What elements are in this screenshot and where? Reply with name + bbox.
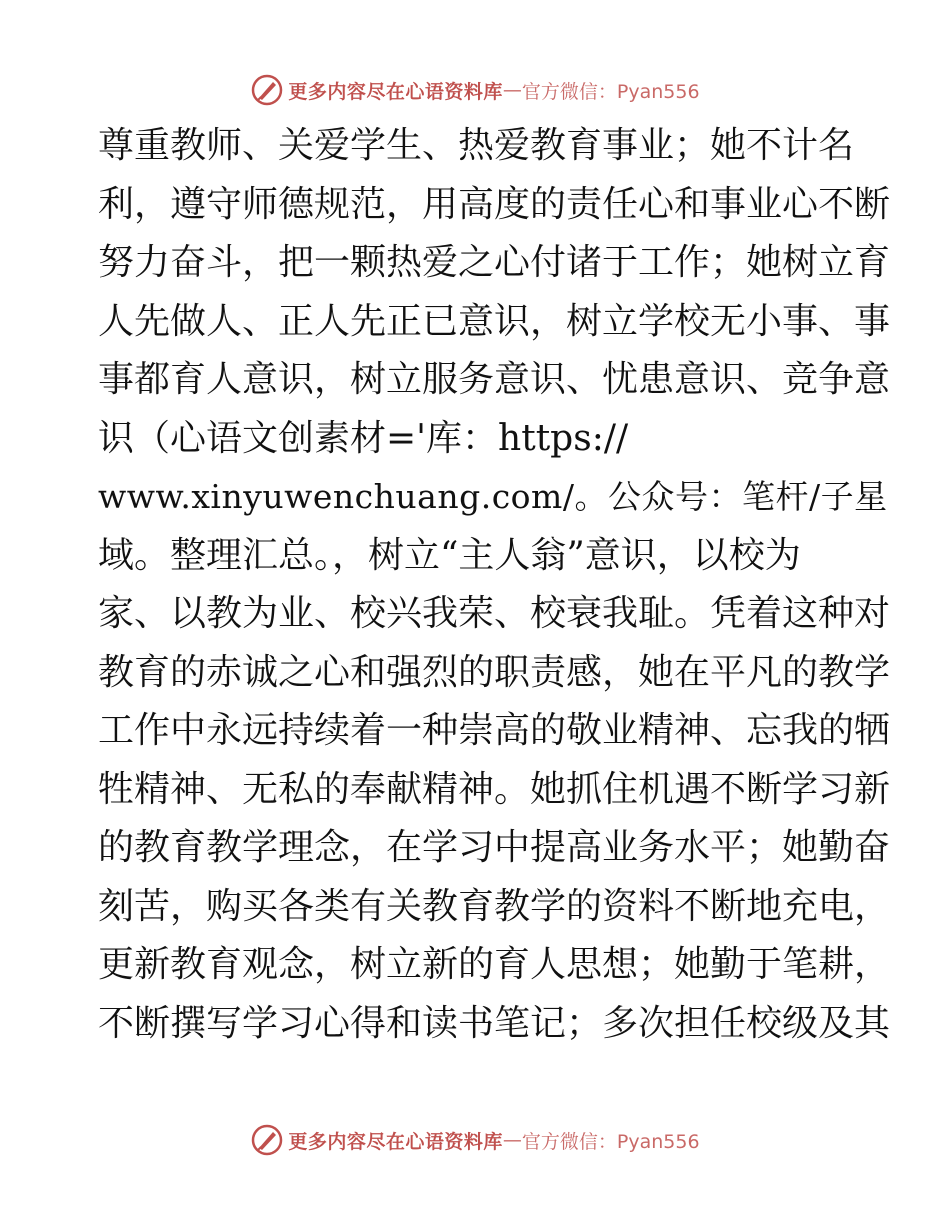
footer-banner [0, 1120, 950, 1160]
feather-pen-logo-icon [250, 73, 284, 107]
header-wechat: 官方微信：Pyan556 [521, 80, 700, 103]
footer-dash: — [502, 1129, 522, 1151]
footer-wechat: 官方微信：Pyan556 [521, 1130, 700, 1153]
text-line: 尊重教师、关爱学生、热爱教育事业；她不计名 [98, 125, 855, 166]
text-line: 事都育人意识，树立服务意识、忧患意识、竞争意 [98, 359, 891, 400]
text-line: 更新教育观念，树立新的育人思想；她勤于笔耕， [98, 944, 891, 985]
header-title: 更多内容尽在心语资料库 [288, 80, 503, 103]
text-line: 识（心语文创素材='库：https:// [98, 417, 629, 459]
text-line: 不断撰写学习心得和读书笔记；多次担任校级及其 [98, 1002, 891, 1044]
text-line: 牲精神、无私的奉献精神。她抓住机遇不断学习新 [98, 768, 891, 810]
text-line: 家、以教为业、校兴我荣、校衰我耻。凭着这种对 [98, 593, 891, 634]
text-line: 利，遵守师德规范，用高度的责任心和事业心不断 [98, 183, 891, 225]
text-line: 刻苦，购买各类有关教育教学的资料不断地充电， [98, 885, 891, 927]
footer-title: 更多内容尽在心语资料库 [288, 1130, 503, 1153]
text-line: 人先做人、正人先正已意识，树立学校无小事、事 [98, 300, 891, 342]
header-banner [0, 70, 950, 110]
feather-pen-logo-icon [250, 1123, 284, 1157]
text-line: www.xinyuwenchuang.com/。公众号：笔杆/子星 [98, 477, 888, 516]
text-line: 教育的赤诚之心和强烈的职责感，她在平凡的教学 [98, 651, 891, 693]
text-line: 工作中永远持续着一种崇高的敬业精神、忘我的牺 [98, 710, 891, 751]
text-line: 的教育教学理念，在学习中提高业务水平；她勤奋 [98, 827, 891, 868]
header-dash: — [502, 79, 522, 101]
text-line: 域。整理汇总。，树立“主人翁”意识，以校为 [98, 534, 801, 576]
document-body [98, 117, 891, 1053]
text-line: 努力奋斗，把一颗热爱之心付诸于工作；她树立育 [98, 242, 891, 283]
